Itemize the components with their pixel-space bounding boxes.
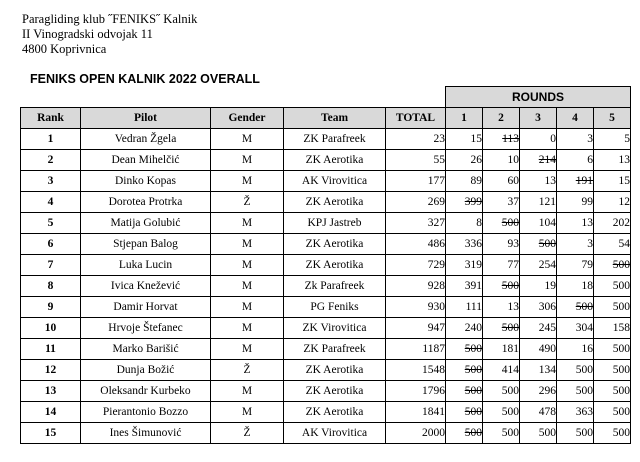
total-cell: 1548 xyxy=(386,360,446,381)
gender-cell: Ž xyxy=(211,360,284,381)
total-cell: 1796 xyxy=(386,381,446,402)
round-score-cell: 99 xyxy=(557,192,594,213)
round-score-cell: 89 xyxy=(446,171,483,192)
round-score-cell: 500 xyxy=(594,276,631,297)
rank-cell: 11 xyxy=(21,339,81,360)
dropped-round-score-cell: 500 xyxy=(594,255,631,276)
total-cell: 269 xyxy=(386,192,446,213)
rank-cell: 14 xyxy=(21,402,81,423)
round-score-cell: 79 xyxy=(557,255,594,276)
dropped-round-score-cell: 500 xyxy=(483,318,520,339)
round-score-cell: 500 xyxy=(520,423,557,444)
col-header-total: TOTAL xyxy=(386,108,446,129)
round-score-cell: 13 xyxy=(594,150,631,171)
round-score-cell: 391 xyxy=(446,276,483,297)
round-score-cell: 240 xyxy=(446,318,483,339)
total-cell: 928 xyxy=(386,276,446,297)
total-cell: 1841 xyxy=(386,402,446,423)
round-score-cell: 8 xyxy=(446,213,483,234)
gender-cell: M xyxy=(211,234,284,255)
dropped-round-score-cell: 500 xyxy=(483,213,520,234)
pilot-cell: Stjepan Balog xyxy=(81,234,211,255)
round-score-cell: 26 xyxy=(446,150,483,171)
team-cell: ZK Aerotika xyxy=(284,402,386,423)
round-score-cell: 414 xyxy=(483,360,520,381)
rank-cell: 10 xyxy=(21,318,81,339)
round-score-cell: 158 xyxy=(594,318,631,339)
gender-cell: M xyxy=(211,276,284,297)
round-score-cell: 319 xyxy=(446,255,483,276)
table-row xyxy=(21,276,631,297)
round-score-cell: 13 xyxy=(557,213,594,234)
round-score-cell: 3 xyxy=(557,234,594,255)
round-score-cell: 500 xyxy=(594,297,631,318)
round-score-cell: 13 xyxy=(483,297,520,318)
total-cell: 327 xyxy=(386,213,446,234)
gender-cell: M xyxy=(211,339,284,360)
rounds-header-row xyxy=(21,87,631,108)
team-cell: Zk Parafreek xyxy=(284,276,386,297)
gender-cell: M xyxy=(211,213,284,234)
gender-cell: M xyxy=(211,381,284,402)
round-score-cell: 490 xyxy=(520,339,557,360)
round-score-cell: 304 xyxy=(557,318,594,339)
total-cell: 486 xyxy=(386,234,446,255)
col-header-round-2: 2 xyxy=(483,108,520,129)
table-row xyxy=(21,402,631,423)
team-cell: ZK Virovitica xyxy=(284,318,386,339)
round-score-cell: 500 xyxy=(594,339,631,360)
rank-cell: 15 xyxy=(21,423,81,444)
round-score-cell: 363 xyxy=(557,402,594,423)
table-row xyxy=(21,423,631,444)
table-row xyxy=(21,297,631,318)
gender-cell: M xyxy=(211,297,284,318)
team-cell: PG Feniks xyxy=(284,297,386,318)
round-score-cell: 306 xyxy=(520,297,557,318)
table-row xyxy=(21,192,631,213)
club-street: II Vinogradski odvojak 11 xyxy=(22,27,153,41)
round-score-cell: 202 xyxy=(594,213,631,234)
round-score-cell: 13 xyxy=(520,171,557,192)
total-cell: 55 xyxy=(386,150,446,171)
rank-cell: 12 xyxy=(21,360,81,381)
gender-cell: M xyxy=(211,402,284,423)
club-city: 4800 Koprivnica xyxy=(22,42,107,56)
round-score-cell: 10 xyxy=(483,150,520,171)
col-header-round-4: 4 xyxy=(557,108,594,129)
round-score-cell: 37 xyxy=(483,192,520,213)
pilot-cell: Matija Golubić xyxy=(81,213,211,234)
round-score-cell: 500 xyxy=(557,381,594,402)
dropped-round-score-cell: 500 xyxy=(520,234,557,255)
dropped-round-score-cell: 500 xyxy=(446,360,483,381)
pilot-cell: Ines Šimunović xyxy=(81,423,211,444)
table-row xyxy=(21,381,631,402)
round-score-cell: 181 xyxy=(483,339,520,360)
pilot-cell: Dean Mihelčić xyxy=(81,150,211,171)
round-score-cell: 15 xyxy=(594,171,631,192)
gender-cell: M xyxy=(211,255,284,276)
pilot-cell: Vedran Žgela xyxy=(81,129,211,150)
round-score-cell: 77 xyxy=(483,255,520,276)
table-row xyxy=(21,360,631,381)
col-header-rank: Rank xyxy=(21,108,81,129)
total-cell: 729 xyxy=(386,255,446,276)
results-body xyxy=(21,129,631,444)
team-cell: ZK Parafreek xyxy=(284,129,386,150)
rank-cell: 9 xyxy=(21,297,81,318)
gender-cell: Ž xyxy=(211,192,284,213)
round-score-cell: 5 xyxy=(594,129,631,150)
round-score-cell: 3 xyxy=(557,129,594,150)
round-score-cell: 16 xyxy=(557,339,594,360)
table-row xyxy=(21,171,631,192)
table-row xyxy=(21,150,631,171)
dropped-round-score-cell: 113 xyxy=(483,129,520,150)
round-score-cell: 500 xyxy=(594,402,631,423)
gender-cell: M xyxy=(211,150,284,171)
round-score-cell: 500 xyxy=(594,381,631,402)
column-header-row xyxy=(21,108,631,129)
col-header-team: Team xyxy=(284,108,386,129)
round-score-cell: 500 xyxy=(557,423,594,444)
col-header-round-5: 5 xyxy=(594,108,631,129)
rank-cell: 7 xyxy=(21,255,81,276)
gender-cell: M xyxy=(211,171,284,192)
document-title: FENIKS OPEN KALNIK 2022 OVERALL xyxy=(30,72,260,86)
rounds-header: ROUNDS xyxy=(446,87,631,108)
round-score-cell: 19 xyxy=(520,276,557,297)
rank-cell: 6 xyxy=(21,234,81,255)
team-cell: ZK Aerotika xyxy=(284,360,386,381)
results-table xyxy=(20,86,631,444)
team-cell: KPJ Jastreb xyxy=(284,213,386,234)
team-cell: ZK Aerotika xyxy=(284,381,386,402)
gender-cell: M xyxy=(211,129,284,150)
round-score-cell: 93 xyxy=(483,234,520,255)
round-score-cell: 500 xyxy=(483,381,520,402)
table-row xyxy=(21,213,631,234)
table-row xyxy=(21,234,631,255)
total-cell: 23 xyxy=(386,129,446,150)
round-score-cell: 6 xyxy=(557,150,594,171)
col-header-pilot: Pilot xyxy=(81,108,211,129)
round-score-cell: 254 xyxy=(520,255,557,276)
rank-cell: 3 xyxy=(21,171,81,192)
rank-cell: 8 xyxy=(21,276,81,297)
round-score-cell: 54 xyxy=(594,234,631,255)
round-score-cell: 15 xyxy=(446,129,483,150)
col-header-round-3: 3 xyxy=(520,108,557,129)
pilot-cell: Marko Barišić xyxy=(81,339,211,360)
club-address-block xyxy=(22,12,197,57)
dropped-round-score-cell: 399 xyxy=(446,192,483,213)
gender-cell: M xyxy=(211,318,284,339)
team-cell: ZK Aerotika xyxy=(284,234,386,255)
rank-cell: 5 xyxy=(21,213,81,234)
header-spacer xyxy=(21,87,446,108)
col-header-gender: Gender xyxy=(211,108,284,129)
total-cell: 930 xyxy=(386,297,446,318)
dropped-round-score-cell: 500 xyxy=(446,381,483,402)
round-score-cell: 336 xyxy=(446,234,483,255)
dropped-round-score-cell: 191 xyxy=(557,171,594,192)
rank-cell: 13 xyxy=(21,381,81,402)
round-score-cell: 500 xyxy=(483,423,520,444)
col-header-round-1: 1 xyxy=(446,108,483,129)
pilot-cell: Ivica Knežević xyxy=(81,276,211,297)
round-score-cell: 296 xyxy=(520,381,557,402)
table-row xyxy=(21,339,631,360)
total-cell: 1187 xyxy=(386,339,446,360)
pilot-cell: Luka Lucin xyxy=(81,255,211,276)
round-score-cell: 12 xyxy=(594,192,631,213)
pilot-cell: Hrvoje Štefanec xyxy=(81,318,211,339)
round-score-cell: 500 xyxy=(557,360,594,381)
dropped-round-score-cell: 500 xyxy=(446,423,483,444)
table-row xyxy=(21,318,631,339)
round-score-cell: 500 xyxy=(594,360,631,381)
team-cell: ZK Parafreek xyxy=(284,339,386,360)
table-row xyxy=(21,129,631,150)
round-score-cell: 60 xyxy=(483,171,520,192)
team-cell: ZK Aerotika xyxy=(284,150,386,171)
club-name: Paragliding klub ˝FENIKS˝ Kalnik xyxy=(22,12,198,26)
round-score-cell: 121 xyxy=(520,192,557,213)
total-cell: 947 xyxy=(386,318,446,339)
team-cell: ZK Aerotika xyxy=(284,192,386,213)
rank-cell: 2 xyxy=(21,150,81,171)
round-score-cell: 18 xyxy=(557,276,594,297)
round-score-cell: 111 xyxy=(446,297,483,318)
round-score-cell: 0 xyxy=(520,129,557,150)
round-score-cell: 104 xyxy=(520,213,557,234)
table-row xyxy=(21,255,631,276)
pilot-cell: Dorotea Protrka xyxy=(81,192,211,213)
team-cell: ZK Aerotika xyxy=(284,255,386,276)
dropped-round-score-cell: 500 xyxy=(483,276,520,297)
total-cell: 177 xyxy=(386,171,446,192)
dropped-round-score-cell: 214 xyxy=(520,150,557,171)
round-score-cell: 500 xyxy=(594,423,631,444)
dropped-round-score-cell: 500 xyxy=(557,297,594,318)
gender-cell: Ž xyxy=(211,423,284,444)
round-score-cell: 245 xyxy=(520,318,557,339)
dropped-round-score-cell: 500 xyxy=(446,402,483,423)
round-score-cell: 500 xyxy=(483,402,520,423)
rank-cell: 4 xyxy=(21,192,81,213)
pilot-cell: Damir Horvat xyxy=(81,297,211,318)
pilot-cell: Dunja Božić xyxy=(81,360,211,381)
round-score-cell: 478 xyxy=(520,402,557,423)
rank-cell: 1 xyxy=(21,129,81,150)
team-cell: AK Virovitica xyxy=(284,171,386,192)
pilot-cell: Pierantonio Bozzo xyxy=(81,402,211,423)
dropped-round-score-cell: 500 xyxy=(446,339,483,360)
pilot-cell: Oleksandr Kurbeko xyxy=(81,381,211,402)
total-cell: 2000 xyxy=(386,423,446,444)
round-score-cell: 134 xyxy=(520,360,557,381)
team-cell: AK Virovitica xyxy=(284,423,386,444)
pilot-cell: Dinko Kopas xyxy=(81,171,211,192)
